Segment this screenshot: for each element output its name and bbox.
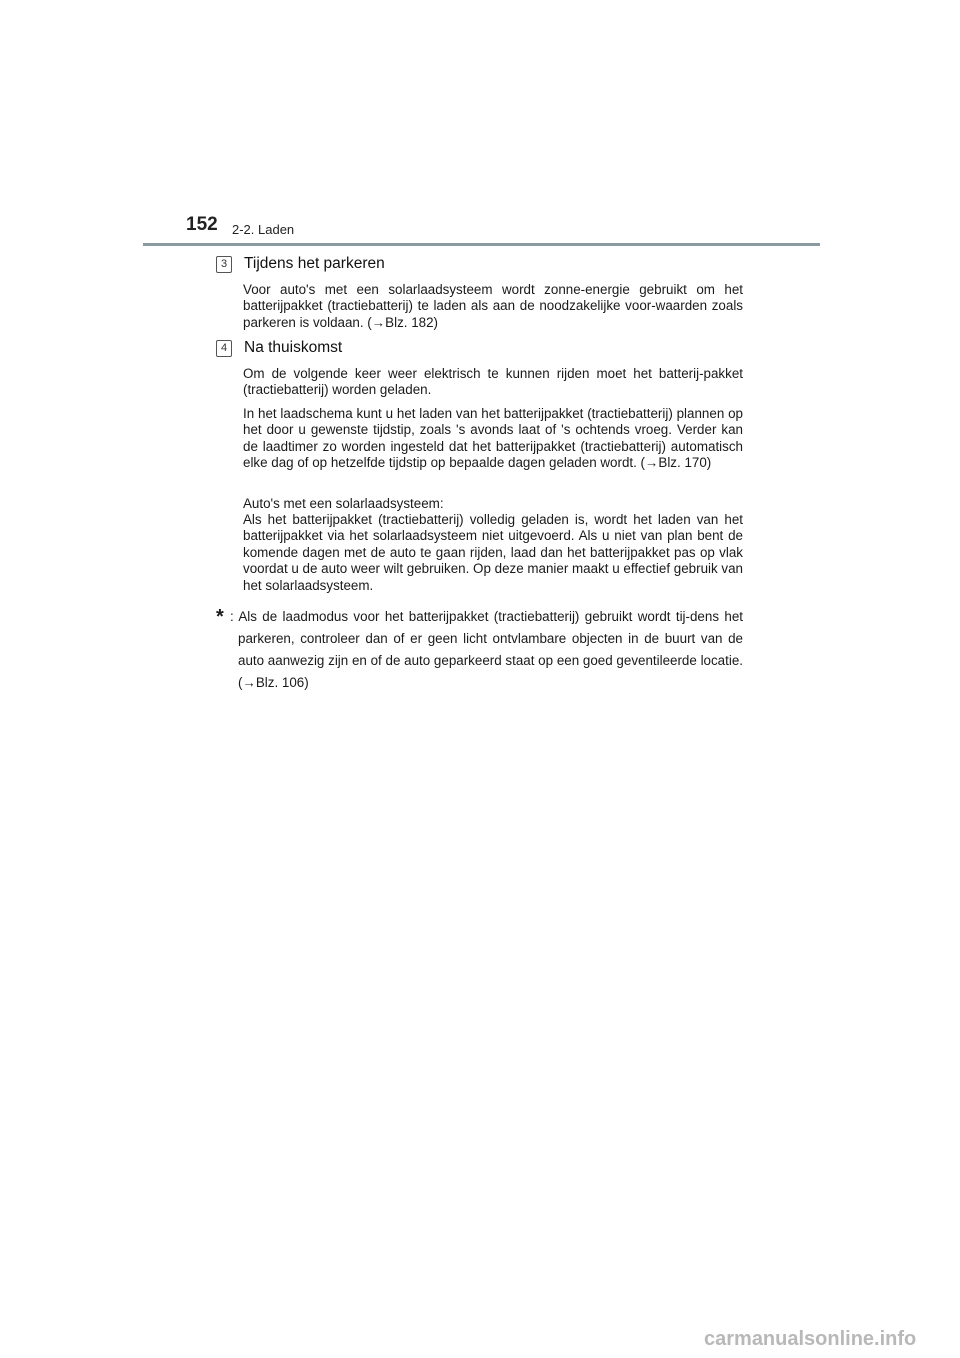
- item-number-badge: 3: [216, 256, 232, 273]
- item-4-paragraph-3: Auto's met een solarlaadsysteem:: [243, 496, 444, 511]
- footnote-text: : Als de laadmodus voor het batterijpakket (tractiebatterij) gebruikt wordt tij-dens het parkeren, controleer dan of er geen licht ontvlambare objecten in de buurt van de auto aanwezig zijn en of de auto geparkeerd staat op een goed geventileerde locatie. (→Blz. 106): [230, 609, 743, 690]
- item-heading-3: [216, 254, 385, 274]
- item-heading-4: [216, 338, 342, 358]
- item-number-badge: 4: [216, 340, 232, 357]
- header-rule: [143, 243, 820, 246]
- item-4-paragraph-1: Om de volgende keer weer elektrisch te kunnen rijden moet het batterij-pakket (tractiebatterij) worden geladen.: [243, 366, 743, 398]
- item-4-paragraph-4: Als het batterijpakket (tractiebatterij) volledig geladen is, wordt het laden van het batterijpakket via het solarlaadsysteem niet uitgevoerd. Als u niet van plan bent de komende dagen met de auto te gaan rijden, laad dan het batterijpakket pas op vlak voordat u de auto weer wilt gebruiken. Op deze manier maakt u effectief gebruik van het solarlaadsysteem.: [243, 512, 743, 593]
- page-number: 152: [186, 214, 218, 235]
- footnote-marker: *: [216, 606, 224, 628]
- section-title: 2-2. Laden: [232, 222, 295, 237]
- item-heading-text: Na thuiskomst: [244, 339, 343, 356]
- footnote: [216, 605, 743, 694]
- item-3-paragraph-1: Voor auto's met een solarlaadsysteem wordt zonne-energie gebruikt om het batterijpakket (tractiebatterij) te laden als aan de noodzakelijke voor-waarden zoals parkeren is voldaan. (→Blz. 182): [243, 282, 743, 330]
- item-4-paragraph-2: In het laadschema kunt u het laden van het batterijpakket (tractiebatterij) plannen op het door u gewenste tijdstip, zoals 's avonds laat of 's ochtends vroeg. Verder kan de laadtimer zo worden ingesteld dat het batterijpakket (tractiebatterij) automatisch elke dag of op hetzelfde tijdstip op bepaalde dagen geladen wordt. (→Blz. 170): [243, 406, 743, 471]
- item-heading-text: Tijdens het parkeren: [244, 255, 385, 272]
- watermark: carmanualsonline.info: [704, 1328, 917, 1350]
